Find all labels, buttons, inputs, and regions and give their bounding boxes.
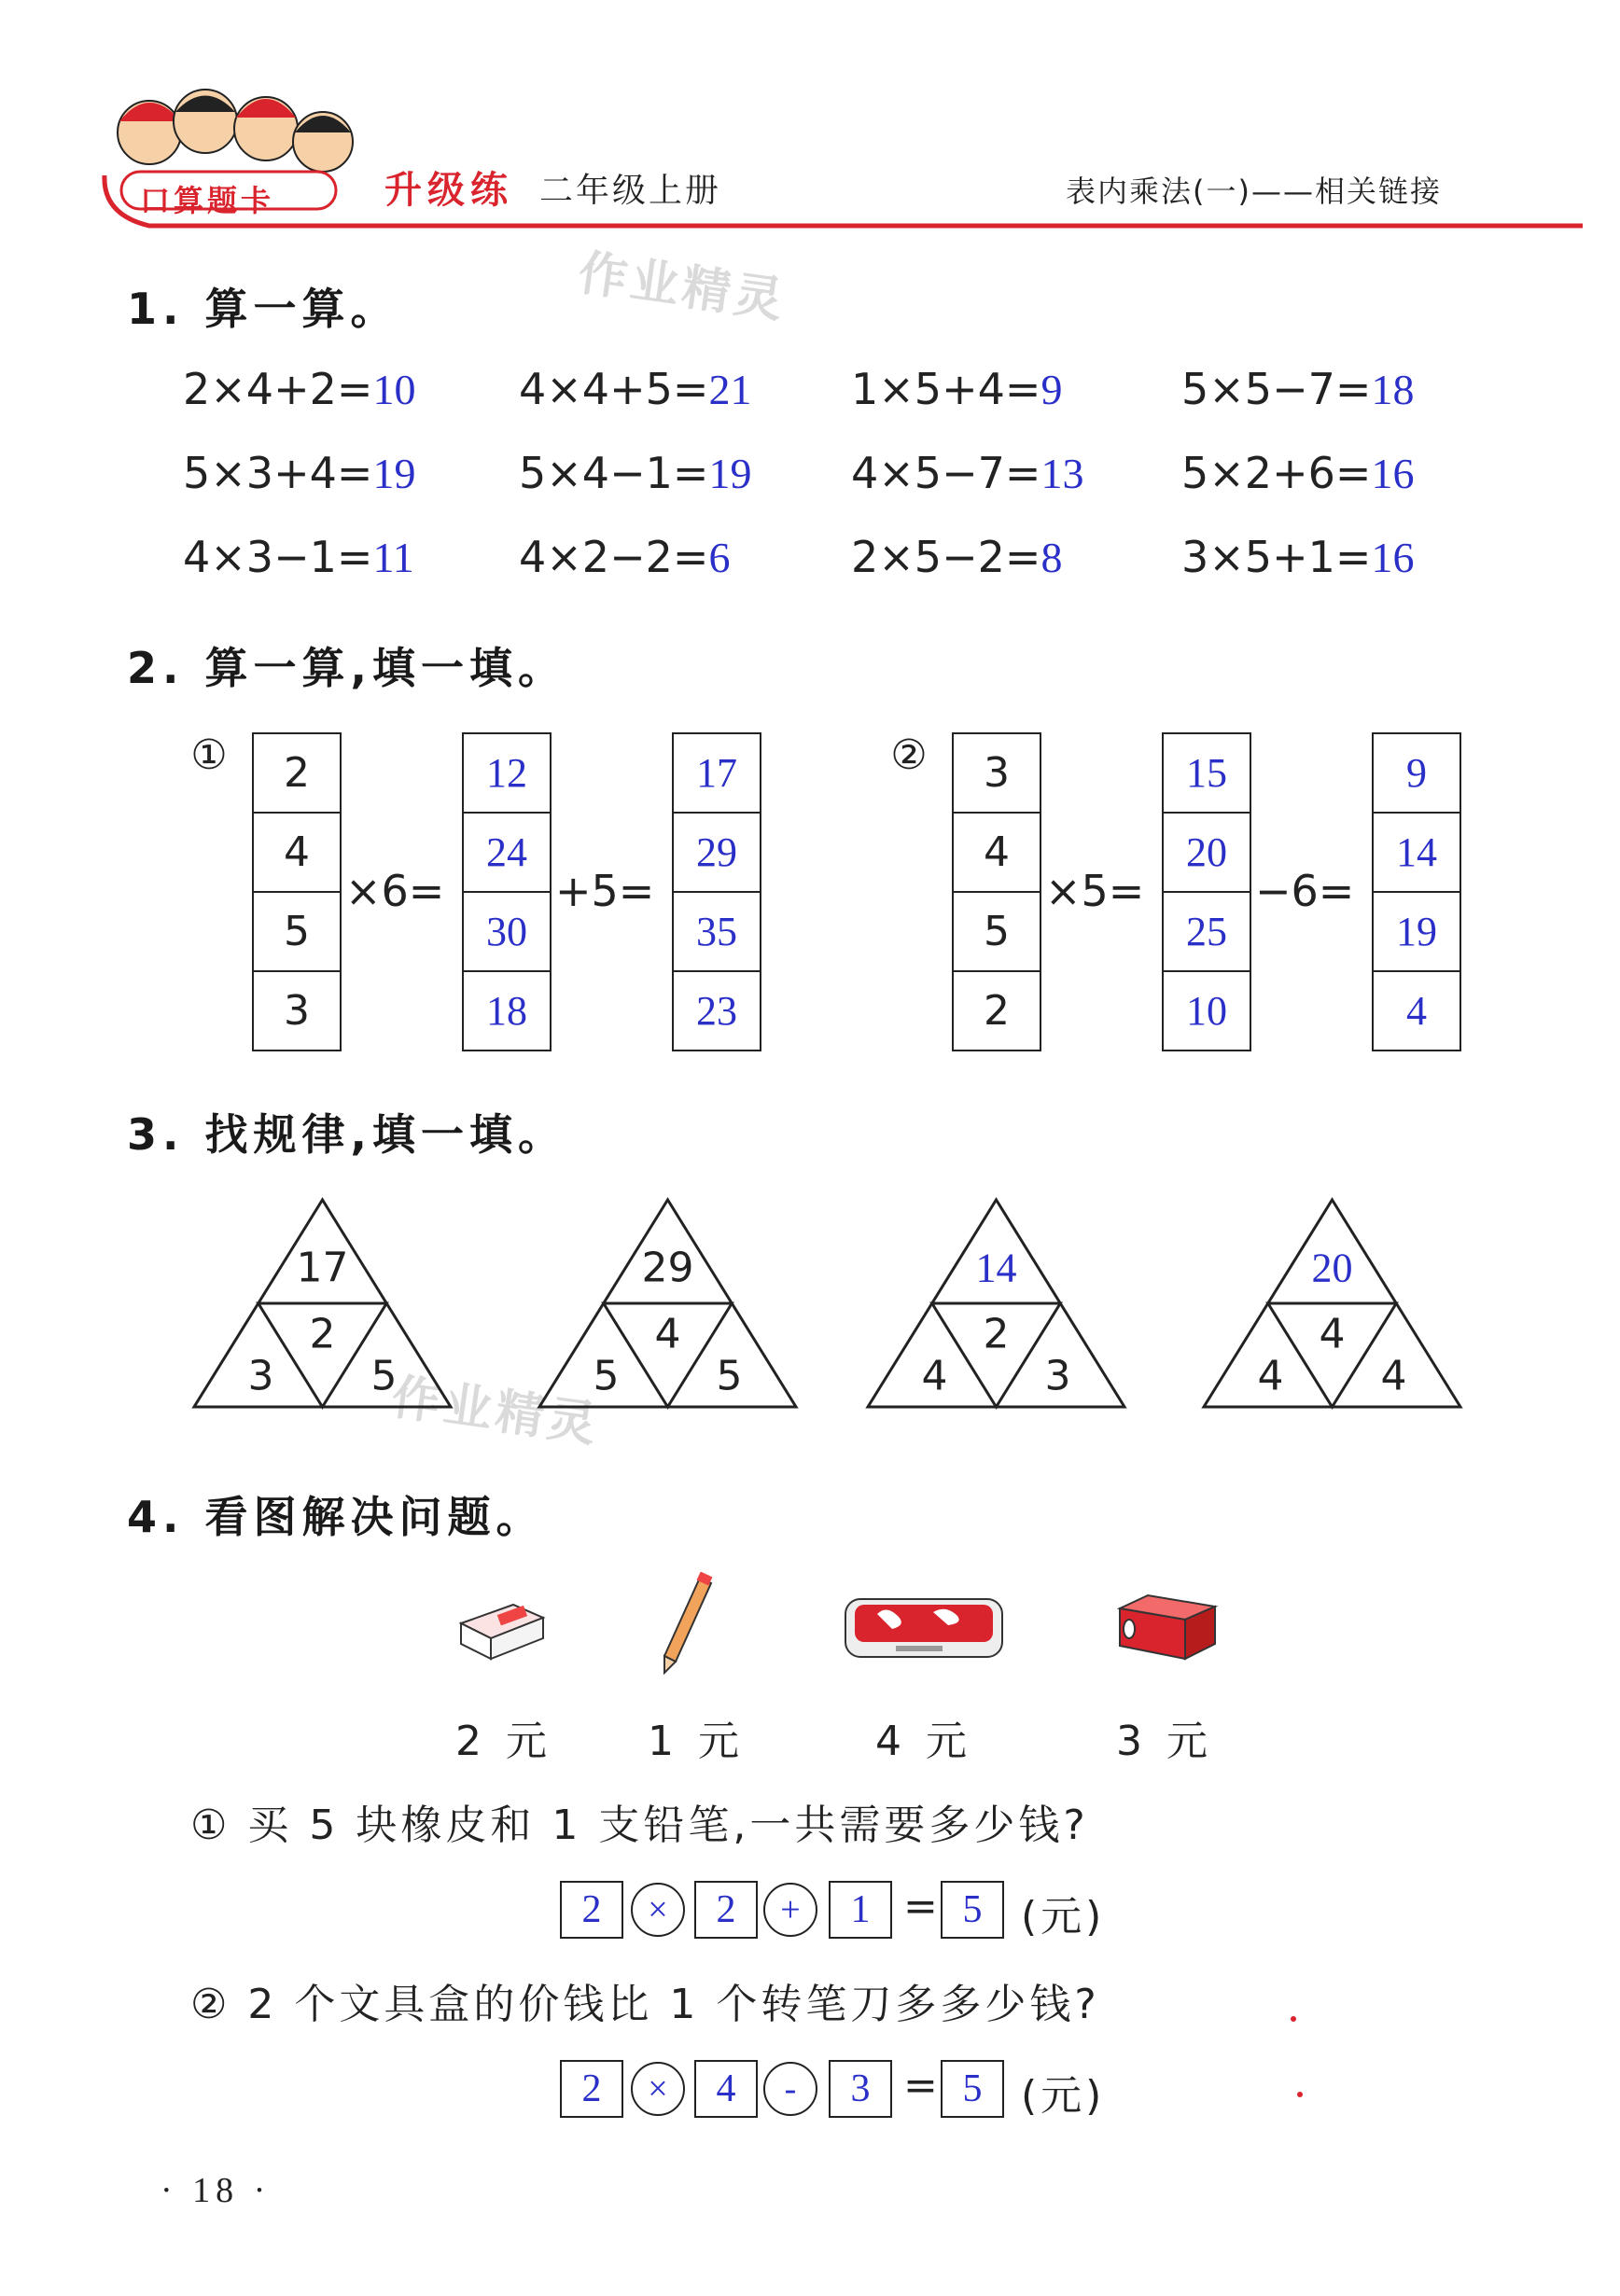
pencil-case-icon — [840, 1586, 1008, 1670]
q1-answer: 18 — [1371, 366, 1415, 413]
q2-cell: 23 — [696, 988, 737, 1034]
q2-cell: 14 — [1374, 814, 1459, 893]
q2-cell: 10 — [1186, 988, 1227, 1034]
q1-expression: 5×4−1= — [519, 448, 709, 498]
q2-out-column — [672, 732, 761, 1051]
q1-equation — [519, 448, 751, 498]
q4-equation-result: 5 — [941, 1881, 1004, 1939]
q1-equation — [519, 532, 730, 582]
q2-cell: 2 — [984, 987, 1010, 1035]
grade-label: 二年级上册 — [539, 172, 722, 210]
chapter-label: 表内乘法(一)——相关链接 — [1066, 174, 1442, 209]
q4-equation-op2: - — [763, 2062, 817, 2116]
q1-answer: 10 — [372, 366, 416, 413]
q2-cell: 5 — [954, 893, 1040, 972]
q1-expression: 2×4+2= — [183, 364, 373, 414]
q4-price-label: 4 元 — [875, 1718, 972, 1765]
q3-top-number: 20 — [1311, 1245, 1353, 1291]
q4-equation-c: 1 — [829, 1881, 892, 1939]
q2-cell: 9 — [1374, 734, 1459, 814]
q2-mid-column — [462, 732, 552, 1051]
q2-operator: ×6= — [345, 866, 445, 916]
q1-expression: 5×2+6= — [1181, 448, 1372, 498]
q3-right-number: 5 — [716, 1352, 743, 1400]
q4-equation-a: 2 — [560, 1881, 623, 1939]
q1-answer: 19 — [708, 450, 752, 497]
q4-equation-unit: (元) — [1021, 2072, 1106, 2120]
q1-equation — [851, 448, 1083, 498]
q1-expression: 4×3−1= — [183, 532, 373, 582]
q2-cell: 19 — [1374, 893, 1459, 972]
q2-cell: 30 — [464, 893, 550, 972]
q2-inputs-column — [252, 732, 342, 1051]
q2-cell: 4 — [954, 814, 1040, 893]
header-rule — [93, 159, 1586, 233]
q4-equation-b: 2 — [694, 1881, 758, 1939]
q4-equation-op1: × — [631, 1883, 685, 1937]
q2-out-column — [1372, 732, 1461, 1051]
q3-right-number: 3 — [1044, 1352, 1071, 1400]
series-label: 升级练 — [384, 169, 513, 212]
q2-cell: 4 — [1406, 988, 1427, 1034]
q1-expression: 4×4+5= — [519, 364, 709, 414]
q2-title: 2. 算一算,填一填。 — [127, 643, 566, 693]
q3-left-number: 4 — [921, 1352, 948, 1400]
q2-cell: 17 — [674, 734, 760, 814]
watermark-mid: 作业精灵 — [388, 1369, 604, 1454]
q3-right-number: 5 — [370, 1352, 398, 1400]
q1-equation — [183, 532, 414, 582]
q3-top-number: 29 — [641, 1244, 694, 1292]
logo-text: 口算题卡 — [140, 183, 275, 218]
q2-part-label: ② — [890, 731, 928, 779]
q3-top-number: 17 — [296, 1244, 349, 1292]
q1-equation — [851, 364, 1062, 414]
q3-center-number: 4 — [1319, 1310, 1346, 1358]
q2-cell: 15 — [1164, 734, 1250, 814]
q2-operator: +5= — [555, 866, 655, 916]
q4-equation-op1: × — [631, 2062, 685, 2116]
q1-equation — [183, 448, 415, 498]
q3-triangle — [1204, 1200, 1460, 1407]
watermark-top: 作业精灵 — [575, 244, 790, 330]
q4-problem-text: ② 2 个文具盒的价钱比 1 个转笔刀多多少钱? — [190, 1981, 1100, 2028]
q3-triangle — [539, 1200, 796, 1407]
q4-price-label: 1 元 — [648, 1718, 745, 1765]
q1-expression: 3×5+1= — [1181, 532, 1372, 582]
q3-triangle — [868, 1200, 1124, 1407]
q1-answer: 19 — [372, 450, 416, 497]
q2-part-label: ① — [190, 731, 228, 779]
q2-cell: 24 — [464, 814, 550, 893]
q4-title: 4. 看图解决问题。 — [127, 1492, 545, 1542]
q4-equation-result: 5 — [941, 2060, 1004, 2118]
q2-cell: 3 — [954, 734, 1040, 814]
q4-problem-text: ① 买 5 块橡皮和 1 支铅笔,一共需要多少钱? — [190, 1802, 1089, 1849]
scan-dot — [1291, 2016, 1296, 2022]
q1-equation — [1181, 448, 1414, 498]
q3-left-number: 3 — [247, 1352, 274, 1400]
q1-answer: 21 — [708, 366, 752, 413]
q1-expression: 2×5−2= — [851, 532, 1041, 582]
q2-cell: 4 — [254, 814, 340, 893]
q4-equation-unit: (元) — [1021, 1893, 1106, 1941]
q2-cell: 29 — [674, 814, 760, 893]
q2-operator: ×5= — [1045, 866, 1145, 916]
q3-center-number: 2 — [983, 1310, 1010, 1358]
q4-equation-c: 3 — [829, 2060, 892, 2118]
header — [0, 0, 1620, 233]
q1-title: 1. 算一算。 — [127, 284, 399, 334]
q1-expression: 5×3+4= — [183, 448, 373, 498]
q4-price-label: 3 元 — [1116, 1718, 1213, 1765]
q1-answer: 11 — [372, 534, 414, 581]
q1-expression: 4×5−7= — [851, 448, 1041, 498]
q4-equation-a: 2 — [560, 2060, 623, 2118]
q3-title: 3. 找规律,填一填。 — [127, 1109, 566, 1160]
q4-equation-op2: + — [763, 1883, 817, 1937]
q4-equation-eq: = — [903, 1883, 938, 1930]
q1-answer: 8 — [1040, 534, 1063, 581]
q2-cell: 35 — [674, 893, 760, 972]
q1-answer: 13 — [1040, 450, 1084, 497]
q4-equation-eq: = — [903, 2062, 938, 2109]
q2-cell: 3 — [284, 987, 310, 1035]
q2-mid-column — [1162, 732, 1251, 1051]
page-number: · 18 · — [161, 2171, 272, 2210]
q1-answer: 9 — [1040, 366, 1063, 413]
sharpener-icon — [1110, 1586, 1222, 1670]
q3-triangle — [194, 1200, 451, 1407]
q1-equation — [1181, 364, 1414, 414]
q3-center-number: 4 — [654, 1310, 681, 1358]
q2-cell: 2 — [254, 734, 340, 814]
q1-equation — [851, 532, 1062, 582]
q1-answer: 6 — [708, 534, 731, 581]
q2-inputs-column — [952, 732, 1041, 1051]
pencil-icon — [653, 1572, 719, 1675]
q1-answer: 16 — [1371, 534, 1415, 581]
q2-cell: 20 — [1164, 814, 1250, 893]
q1-answer: 16 — [1371, 450, 1415, 497]
q4-price-label: 2 元 — [455, 1718, 552, 1765]
eraser-icon — [455, 1586, 549, 1670]
q1-equation — [183, 364, 415, 414]
scan-dot — [1297, 2092, 1303, 2097]
q2-cell: 18 — [486, 988, 527, 1034]
q3-center-number: 2 — [309, 1310, 336, 1358]
q3-left-number: 4 — [1257, 1352, 1284, 1400]
q2-cell: 12 — [464, 734, 550, 814]
q2-operator: −6= — [1255, 866, 1355, 916]
q2-cell: 25 — [1164, 893, 1250, 972]
q3-right-number: 4 — [1380, 1352, 1407, 1400]
q3-top-number: 14 — [975, 1245, 1017, 1291]
q1-expression: 5×5−7= — [1181, 364, 1372, 414]
q1-expression: 1×5+4= — [851, 364, 1041, 414]
q3-left-number: 5 — [593, 1352, 620, 1400]
q2-cell: 5 — [254, 893, 340, 972]
q1-equation — [1181, 532, 1414, 582]
q4-equation-b: 4 — [694, 2060, 758, 2118]
q1-expression: 4×2−2= — [519, 532, 709, 582]
q3-triangles — [0, 1194, 1620, 1437]
q1-equation — [519, 364, 751, 414]
